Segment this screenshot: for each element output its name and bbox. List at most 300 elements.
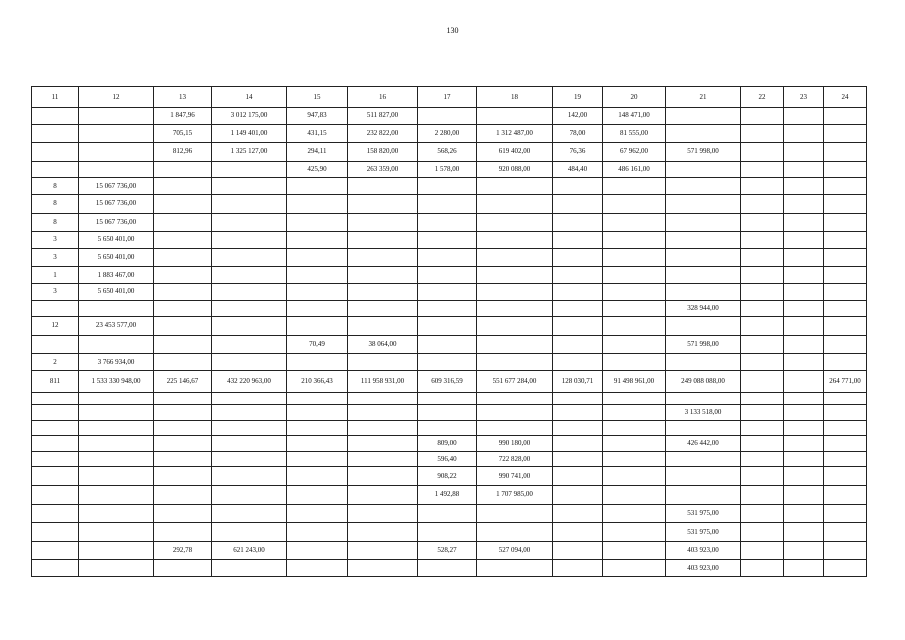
table-row (32, 451, 867, 467)
table-cell (348, 213, 418, 232)
table-cell (418, 317, 477, 336)
table-cell: 1 312 487,00 (477, 124, 553, 143)
table-cell (287, 267, 348, 284)
table-cell (79, 467, 154, 486)
table-cell (212, 523, 287, 542)
table-cell (212, 317, 287, 336)
table-cell (784, 560, 824, 577)
table-cell (212, 392, 287, 405)
table-cell (348, 405, 418, 421)
table-cell (666, 267, 741, 284)
table-cell (553, 451, 603, 467)
table-cell (741, 232, 784, 249)
table-cell: 3 (32, 283, 79, 300)
table-cell (784, 267, 824, 284)
table-cell (79, 486, 154, 505)
table-cell (418, 354, 477, 371)
table-cell (154, 213, 212, 232)
table-cell (784, 451, 824, 467)
table-cell (79, 420, 154, 436)
table-cell (348, 317, 418, 336)
table-cell (603, 248, 666, 267)
table-cell (784, 143, 824, 162)
table-row (32, 486, 867, 505)
table-cell: 722 828,00 (477, 451, 553, 467)
table-cell (212, 560, 287, 577)
table-cell (418, 300, 477, 317)
table-cell (32, 467, 79, 486)
table-cell (603, 420, 666, 436)
table-cell (154, 451, 212, 467)
table-cell (154, 467, 212, 486)
table-row (32, 335, 867, 354)
table-cell (784, 108, 824, 125)
table-cell: 91 498 961,00 (603, 370, 666, 392)
table-row (32, 161, 867, 178)
table-cell (741, 541, 784, 560)
table-cell (212, 161, 287, 178)
table-cell (79, 560, 154, 577)
table-cell: 571 998,00 (666, 335, 741, 354)
table-cell (603, 232, 666, 249)
table-cell (741, 523, 784, 542)
table-cell (348, 560, 418, 577)
table-cell (784, 124, 824, 143)
table-cell (212, 300, 287, 317)
table-cell (79, 436, 154, 452)
table-cell (784, 541, 824, 560)
table-cell: 76,36 (553, 143, 603, 162)
table-cell (824, 213, 867, 232)
table-cell: 15 067 736,00 (79, 213, 154, 232)
table-cell (741, 354, 784, 371)
table-cell (666, 178, 741, 195)
table-row (32, 405, 867, 421)
table-row (32, 392, 867, 405)
table-cell: 3 766 934,00 (79, 354, 154, 371)
table-cell (666, 317, 741, 336)
table-cell (477, 178, 553, 195)
table-cell (741, 124, 784, 143)
table-cell: 531 975,00 (666, 504, 741, 523)
table-cell (603, 405, 666, 421)
table-cell (666, 161, 741, 178)
table-cell (212, 405, 287, 421)
table-cell (32, 504, 79, 523)
table-cell (553, 392, 603, 405)
table-cell: 527 094,00 (477, 541, 553, 560)
table-cell (824, 451, 867, 467)
table-cell (824, 467, 867, 486)
table-row (32, 420, 867, 436)
table-cell (418, 420, 477, 436)
table-cell (741, 467, 784, 486)
table-cell: 111 958 931,00 (348, 370, 418, 392)
table-cell: 264 771,00 (824, 370, 867, 392)
table-cell (477, 248, 553, 267)
table-cell: 12 (32, 317, 79, 336)
table-cell (553, 213, 603, 232)
table-cell (784, 405, 824, 421)
table-cell (287, 405, 348, 421)
table-row (32, 300, 867, 317)
table-cell (348, 267, 418, 284)
table-cell (666, 194, 741, 213)
table-cell (32, 108, 79, 125)
table-cell (348, 486, 418, 505)
table-cell (287, 354, 348, 371)
table-cell (824, 317, 867, 336)
table-cell (348, 451, 418, 467)
table-cell (824, 248, 867, 267)
table-cell (784, 436, 824, 452)
table-cell (418, 178, 477, 195)
table-cell: 811 (32, 370, 79, 392)
column-header: 24 (824, 87, 867, 108)
table-cell (418, 523, 477, 542)
table-cell (212, 420, 287, 436)
table-cell: 990 180,00 (477, 436, 553, 452)
table-cell (154, 486, 212, 505)
table-cell (603, 178, 666, 195)
column-header: 22 (741, 87, 784, 108)
table-cell (287, 232, 348, 249)
table-cell (553, 232, 603, 249)
header-row (32, 87, 867, 108)
table-cell (741, 143, 784, 162)
table-cell: 426 442,00 (666, 436, 741, 452)
table-cell (666, 283, 741, 300)
table-row (32, 124, 867, 143)
table-cell (79, 300, 154, 317)
table-cell (418, 405, 477, 421)
table-cell (784, 354, 824, 371)
table-cell: 621 243,00 (212, 541, 287, 560)
table-cell (154, 436, 212, 452)
table-cell (418, 560, 477, 577)
table-cell (553, 248, 603, 267)
table-cell (32, 335, 79, 354)
table-cell (784, 232, 824, 249)
table-cell: 551 677 284,00 (477, 370, 553, 392)
table-cell (824, 436, 867, 452)
table-cell (824, 523, 867, 542)
table-cell (784, 420, 824, 436)
table-cell (477, 108, 553, 125)
table-cell (287, 392, 348, 405)
table-cell: 1 533 330 948,00 (79, 370, 154, 392)
column-header: 17 (418, 87, 477, 108)
table-cell (477, 504, 553, 523)
table-cell: 908,22 (418, 467, 477, 486)
table-cell (741, 370, 784, 392)
table-cell (784, 370, 824, 392)
table-cell (666, 248, 741, 267)
table-cell (603, 451, 666, 467)
table-cell (154, 405, 212, 421)
table-cell (287, 436, 348, 452)
table-cell (477, 194, 553, 213)
table-cell: 812,96 (154, 143, 212, 162)
table-cell (79, 541, 154, 560)
column-header: 23 (784, 87, 824, 108)
table-cell: 431,15 (287, 124, 348, 143)
table-cell (824, 420, 867, 436)
table-cell (741, 213, 784, 232)
table-cell (79, 392, 154, 405)
table-cell (418, 504, 477, 523)
table-cell (154, 300, 212, 317)
table-cell (32, 420, 79, 436)
table-cell (212, 335, 287, 354)
table-cell (784, 161, 824, 178)
table-cell (154, 523, 212, 542)
table-cell (477, 405, 553, 421)
table-cell: 568,26 (418, 143, 477, 162)
table-row (32, 370, 867, 392)
table-row (32, 283, 867, 300)
table-cell: 1 847,96 (154, 108, 212, 125)
table-cell (553, 300, 603, 317)
table-cell: 128 030,71 (553, 370, 603, 392)
table-cell (32, 161, 79, 178)
table-cell (287, 194, 348, 213)
table-cell: 15 067 736,00 (79, 194, 154, 213)
table-cell (477, 317, 553, 336)
table-cell (553, 194, 603, 213)
column-header: 11 (32, 87, 79, 108)
table-cell (79, 451, 154, 467)
table-cell (784, 392, 824, 405)
table-cell: 920 088,00 (477, 161, 553, 178)
table-cell (603, 467, 666, 486)
table-cell (824, 108, 867, 125)
data-table (31, 86, 867, 577)
table-cell (741, 451, 784, 467)
table-cell (603, 541, 666, 560)
table-cell (212, 248, 287, 267)
table-cell: 1 149 401,00 (212, 124, 287, 143)
table-cell (79, 143, 154, 162)
table-cell (477, 335, 553, 354)
table-cell (553, 486, 603, 505)
table-cell: 1 (32, 267, 79, 284)
table-cell (348, 178, 418, 195)
table-cell (287, 283, 348, 300)
table-cell (553, 405, 603, 421)
table-cell: 5 650 401,00 (79, 232, 154, 249)
table-cell (603, 317, 666, 336)
table-cell (418, 232, 477, 249)
table-cell (666, 392, 741, 405)
table-cell: 15 067 736,00 (79, 178, 154, 195)
table-cell: 511 827,00 (348, 108, 418, 125)
table-cell (741, 161, 784, 178)
table-row (32, 143, 867, 162)
table-cell: 705,15 (154, 124, 212, 143)
table-cell (154, 248, 212, 267)
table-cell (477, 354, 553, 371)
table-cell (212, 178, 287, 195)
table-cell (666, 451, 741, 467)
table-cell (348, 354, 418, 371)
table-cell (79, 124, 154, 143)
table-cell (154, 504, 212, 523)
table-cell (824, 335, 867, 354)
table-cell (666, 213, 741, 232)
table-cell: 158 820,00 (348, 143, 418, 162)
table-cell (212, 232, 287, 249)
table-cell (212, 504, 287, 523)
table-cell (154, 283, 212, 300)
table-cell (784, 486, 824, 505)
table-cell (784, 194, 824, 213)
table-cell (212, 194, 287, 213)
table-cell: 484,40 (553, 161, 603, 178)
table-cell (477, 300, 553, 317)
table-cell (741, 317, 784, 336)
table-cell (784, 300, 824, 317)
table-cell (287, 467, 348, 486)
table-cell: 531 975,00 (666, 523, 741, 542)
table-cell (287, 451, 348, 467)
table-cell (154, 161, 212, 178)
table-cell: 294,11 (287, 143, 348, 162)
table-cell (287, 213, 348, 232)
table-row (32, 560, 867, 577)
table-cell (784, 178, 824, 195)
table-cell: 571 998,00 (666, 143, 741, 162)
table-cell (824, 161, 867, 178)
table-cell (553, 560, 603, 577)
table-cell (824, 178, 867, 195)
table-cell: 232 822,00 (348, 124, 418, 143)
table-cell (418, 213, 477, 232)
table-row (32, 108, 867, 125)
table-cell (603, 335, 666, 354)
table-cell (477, 420, 553, 436)
column-header: 12 (79, 87, 154, 108)
table-cell: 263 359,00 (348, 161, 418, 178)
table-row (32, 178, 867, 195)
table-cell (418, 335, 477, 354)
table-cell (824, 392, 867, 405)
table-cell: 809,00 (418, 436, 477, 452)
table-cell (666, 467, 741, 486)
table-cell (212, 486, 287, 505)
table-cell (553, 267, 603, 284)
table-cell: 328 944,00 (666, 300, 741, 317)
table-cell (154, 560, 212, 577)
table-cell (348, 300, 418, 317)
table-cell (824, 300, 867, 317)
table-cell (741, 267, 784, 284)
table-cell: 78,00 (553, 124, 603, 143)
table-cell (348, 232, 418, 249)
table-cell (287, 248, 348, 267)
table-row (32, 354, 867, 371)
table-cell (603, 267, 666, 284)
table-row (32, 436, 867, 452)
table-cell (741, 283, 784, 300)
table-cell (741, 436, 784, 452)
table-cell (477, 523, 553, 542)
table-cell (212, 354, 287, 371)
table-cell: 3 (32, 232, 79, 249)
table-cell (287, 300, 348, 317)
table-cell (79, 523, 154, 542)
table-cell (666, 108, 741, 125)
table-cell (824, 405, 867, 421)
table-row (32, 213, 867, 232)
table-cell (741, 486, 784, 505)
table-cell: 67 962,00 (603, 143, 666, 162)
table-cell (212, 436, 287, 452)
table-cell: 486 161,00 (603, 161, 666, 178)
table-cell: 990 741,00 (477, 467, 553, 486)
table-cell (784, 213, 824, 232)
table-cell (348, 504, 418, 523)
table-cell: 38 064,00 (348, 335, 418, 354)
table-cell (32, 451, 79, 467)
table-row (32, 317, 867, 336)
table-cell (32, 486, 79, 505)
table-cell: 2 (32, 354, 79, 371)
table-cell (418, 194, 477, 213)
table-cell (603, 213, 666, 232)
table-cell (824, 504, 867, 523)
table-cell (348, 523, 418, 542)
table-cell (477, 213, 553, 232)
page-number: 130 (446, 26, 459, 35)
table-cell (553, 541, 603, 560)
table-cell (741, 335, 784, 354)
table-cell: 5 650 401,00 (79, 248, 154, 267)
table-cell (212, 283, 287, 300)
table-cell: 8 (32, 178, 79, 195)
table-cell (666, 486, 741, 505)
table-cell (32, 405, 79, 421)
table-cell (477, 283, 553, 300)
table-cell (32, 436, 79, 452)
table-cell (348, 194, 418, 213)
table-cell (79, 405, 154, 421)
table-cell (784, 283, 824, 300)
table-cell: 1 883 467,00 (79, 267, 154, 284)
table-cell: 403 923,00 (666, 541, 741, 560)
table-cell (348, 436, 418, 452)
table-cell (741, 504, 784, 523)
table-cell (603, 560, 666, 577)
table-cell (79, 161, 154, 178)
table-cell: 148 471,00 (603, 108, 666, 125)
table-cell (824, 267, 867, 284)
table-cell: 8 (32, 213, 79, 232)
table-cell (287, 317, 348, 336)
table-cell (603, 354, 666, 371)
table-cell (348, 467, 418, 486)
table-cell: 292,78 (154, 541, 212, 560)
table-cell (477, 560, 553, 577)
table-cell (418, 108, 477, 125)
table-cell (154, 420, 212, 436)
table-cell (824, 486, 867, 505)
table-cell (477, 392, 553, 405)
table-cell (824, 354, 867, 371)
column-header: 18 (477, 87, 553, 108)
table-cell: 210 366,43 (287, 370, 348, 392)
table-cell: 619 402,00 (477, 143, 553, 162)
